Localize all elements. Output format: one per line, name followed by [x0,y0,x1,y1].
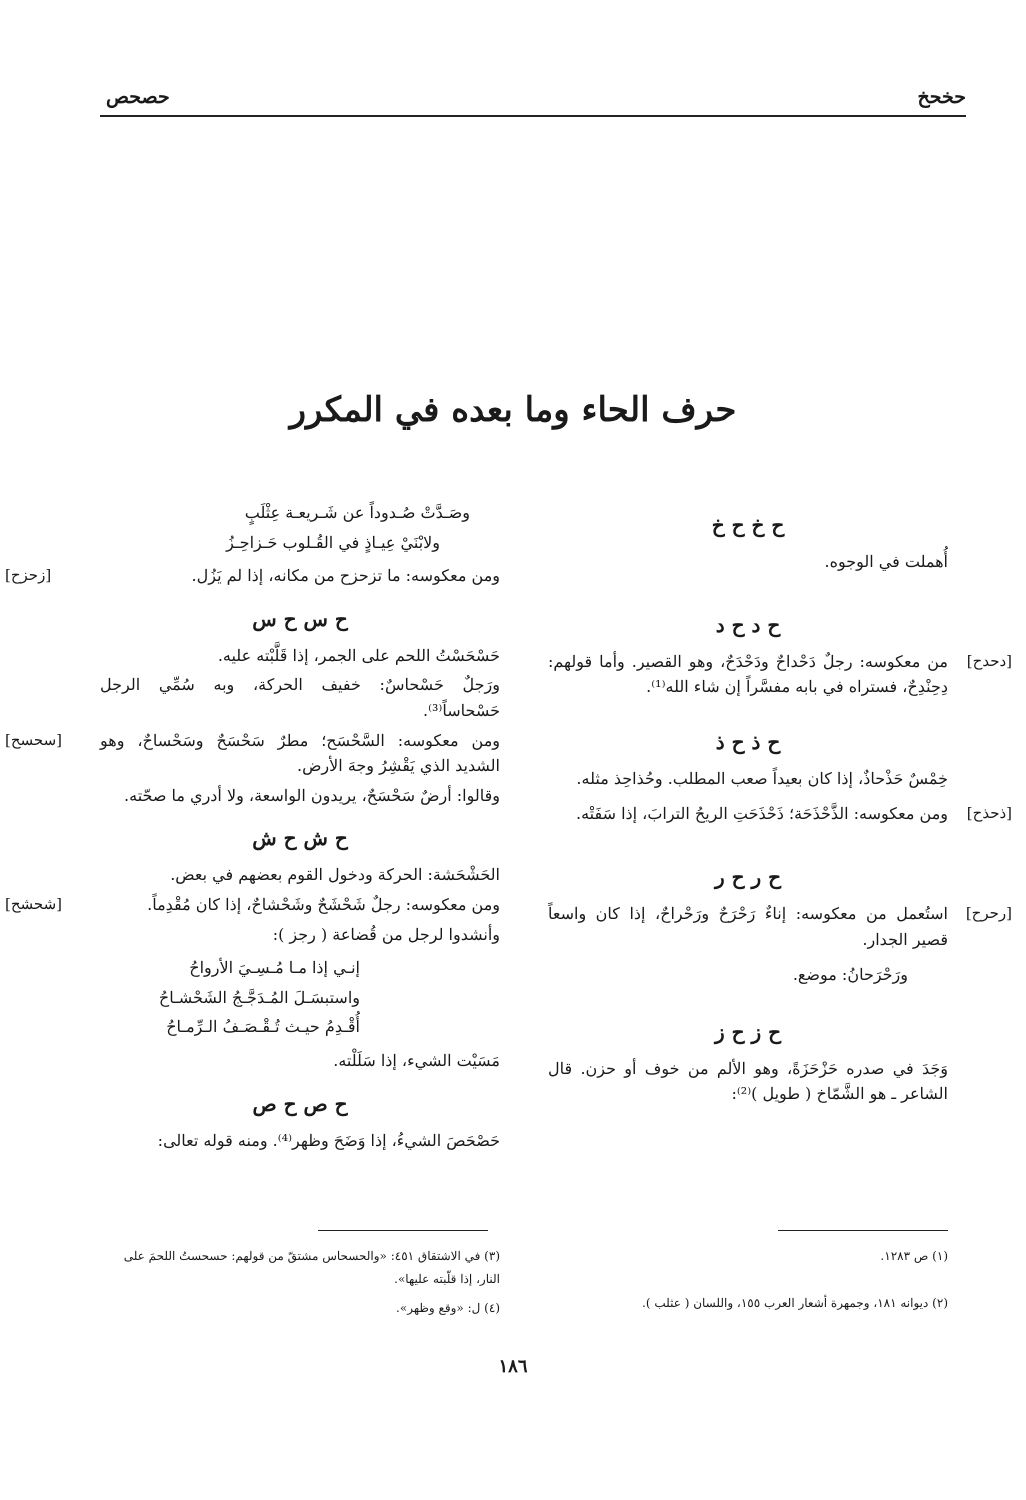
root-heading: ح ز ح ز [714,1019,782,1044]
header-rule [100,115,966,117]
cross-ref-tag: [دحدح] [966,651,1012,670]
running-header-left: حصحص [106,86,170,108]
entry [5,892,500,918]
entry [5,563,500,589]
footnotes-left [100,1245,500,1319]
entry-text: ورَجلٌ حَسْحاسٌ: خفيف الحركة، وبه سُمِّي الرجل حَسْحاساً⁽³⁾. [100,675,500,720]
entry-text: وأنشدوا لرجل من قُضاعة ( رجز ): [272,924,500,944]
root-heading: ح د ح د [715,612,781,637]
cross-ref-tag: [ذحذح] [966,804,1012,823]
entry [548,649,1012,700]
root-heading: ح ر ح ر [714,864,782,889]
entry-text: ومن معكوسه: السَّحْسَح؛ مطرٌ سَحْسَحٌ وسَحْساحٌ، وهو الشديد الذي يَقْشِرُ وجهَ الأرض. [100,730,500,776]
entry [548,801,1012,827]
entry-text: الحَشْحَشة: الحركة ودخول القوم بعضهم في بعض. [170,865,500,885]
right-column [548,495,1012,1111]
entry [548,901,1012,952]
root-heading: ح ش ح ش [252,826,348,851]
entry-text: حَسْحَسْتُ اللحم على الجمر، إذا قَلَّبْته عليه. [217,645,500,665]
page-number: ١٨٦ [498,1356,528,1377]
footnote: (٣) في الاشتقاق ٤٥١: «والحسحاس مشتقّ من قولهم: حسحستُ اللحمَ على النار، إذا قلّبته عليها». [123,1249,500,1286]
verse-line: إنـي إذا مـا مُـسِـيَ الأرواحُ [189,958,360,978]
entry-text: ومن معكوسه: ما تزحزح من مكانه، إذا لم يَزُل. [191,566,500,586]
cross-ref-tag: [سحسح] [5,730,63,749]
root-heading: ح ص ح ص [252,1091,348,1116]
root-heading: ح ذ ح ذ [715,729,781,754]
root-heading: ح خ ح خ [711,513,785,537]
footnote: (٤) ل: «وقع وظهر». [396,1300,500,1315]
footnote-rule [778,1230,948,1231]
footnote: (١) ص ١٢٨٣. [880,1249,948,1263]
running-header-right: حخحخ [917,86,966,108]
entry-text: حَصْحَصَ الشيءُ، إذا وَضَحَ وظهر⁽⁴⁾. ومنه قوله تعالى: [157,1130,500,1150]
entry-text: ومن معكوسه: الذَّحْذَحَة؛ ذَحْذَحَتِ الريحُ الترابَ، إذا سَفَتْه. [575,804,948,824]
entry [5,728,500,779]
footnote-rule [318,1230,488,1231]
entry-text: ومن معكوسه: رجلٌ شَحْشَحٌ وشَحْشاحٌ، إذا كان مُقْدِماً. [147,894,500,914]
entry-text: من معكوسه: رجلٌ دَحْداحٌ ودَحْدَحٌ، وهو القصير. وأما قولهم: دِحِنْدِحٌ، فستراه في بابه مفسَّراً إن شاء الله⁽¹⁾. [548,651,948,697]
footnotes-right [548,1245,948,1315]
entry-text: وقالوا: أرضٌ سَحْسَحٌ، يريدون الواسعة، ولا أدري ما صحّته. [124,785,500,805]
verse-line: وصَـدَّتْ صُـدوداً عن شَـريعـة عِثْلَبٍ [244,503,470,522]
cross-ref-tag: [رحرح] [965,903,1012,922]
chapter-title: حرف الحاء وما بعده في المكرر [289,390,737,430]
cross-ref-tag: [شحشح] [5,894,63,913]
root-heading: ح س ح س [252,606,348,631]
entry-text: خِمْسٌ حَذْحاذٌ، إذا كان بعيداً صعب المطلب. وحُذاحِذ مثله. [576,768,948,788]
entry-text: استُعمل من معكوسه: إناءٌ رَحْرَحٌ ورَحْراحٌ، إذا كان واسعاً قصير الجدار. [548,903,948,949]
footnote: (٢) ديوانه ١٨١، وجمهرة أشعار العرب ١٥٥، واللسان ( عثلب ). [642,1295,948,1310]
verse-line: ولابْنَيْ عِيـاذٍ في القُـلوب حَـزاحِـزُ [226,532,440,552]
entry-text: ورَحْرَحانُ: موضع. [792,965,908,985]
entry-text: أُهملت في الوجوه. [824,552,948,571]
entry-text: وَجَدَ في صدره حَزْحَزَةً، وهو الألم من خوف أو حزن. قال الشاعر ـ هو الشَّمّاخ ( طويل )⁽²⁾: [548,1058,948,1104]
entry-text: مَسَيْت الشيء، إذا سَلَلْته. [333,1050,500,1070]
cross-ref-tag: [زحزح] [5,566,52,585]
verse-line: واستبسَـلَ المُـدَجَّـجُ الشَحْشـاحُ [158,987,360,1007]
verse-line: أُقْـدِمُ حيـث تُـقْـصَـفُ الـرِّمـاحُ [166,1017,360,1037]
left-column [5,500,500,1157]
